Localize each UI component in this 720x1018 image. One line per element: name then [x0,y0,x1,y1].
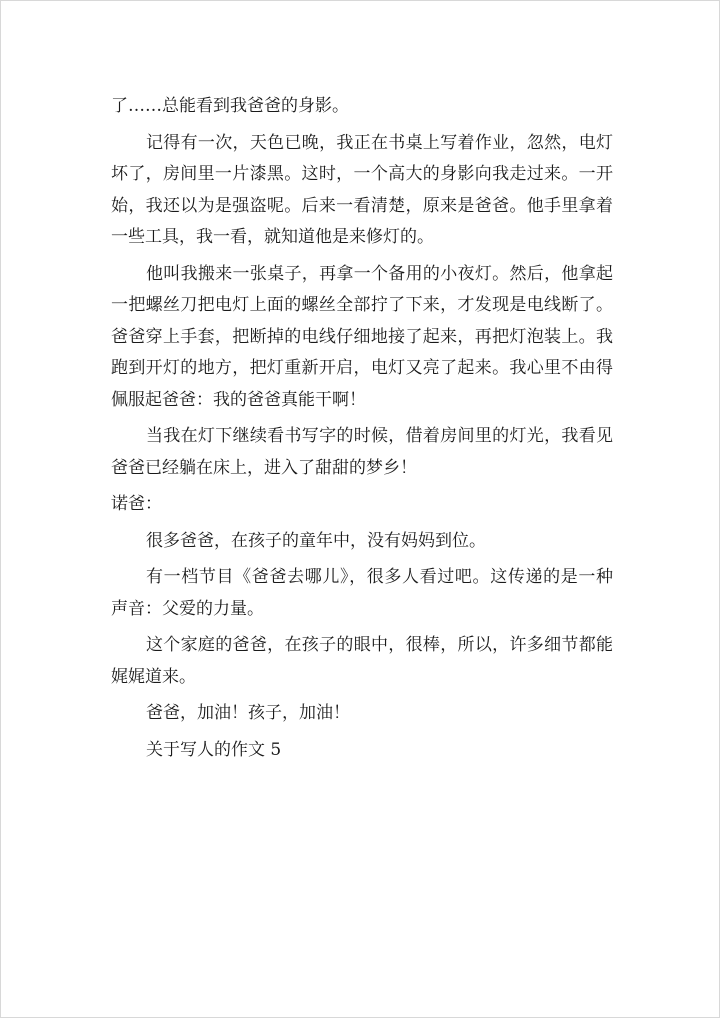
paragraph-comment-heading: 诺爸： [111,494,162,514]
section-heading: 关于写人的作文 5 [146,739,282,760]
paragraph-light-broken: 记得有一次，天色已晚，我正在书桌上写着作业，忽然，电灯坏了，房间里一片漆黑。这时，一个高大的身影向我走过来。一开始，我还以为是强盗呢。后来一看清楚，原来是爸爸。他手里拿着一些工具，我一看，就知道他是来修灯的。 [111,132,613,247]
paragraph-comment-3: 这个家庭的爸爸，在孩子的眼中，很棒，所以，许多细节都能娓娓道来。 [111,635,613,687]
paragraph-comment-4: 爸爸，加油！孩子，加油！ [146,703,350,723]
paragraph-dad-asleep: 当我在灯下继续看书写字的时候，借着房间里的灯光，我看见爸爸已经躺在床上，进入了甜甜的梦乡！ [111,426,613,478]
document-body [111,91,613,766]
paragraph-comment-1: 很多爸爸，在孩子的童年中，没有妈妈到位。 [146,530,486,551]
paragraph-comment-2: 有一档节目《爸爸去哪儿》，很多人看过吧。这传递的是一种声音：父爱的力量。 [111,567,613,619]
paragraph-continuation: 了……总能看到我爸爸的身影。 [111,96,349,116]
paragraph-repair: 他叫我搬来一张桌子，再拿一个备用的小夜灯。然后，他拿起一把螺丝刀把电灯上面的螺丝全部拧了下来，才发现是电线断了。爸爸穿上手套，把断掉的电线仔细地接了起来，再把灯泡装上。我跑到开灯的地方，把灯重新开启，电灯又亮了起来。我心里不由得佩服起爸爸：我的爸爸真能干啊！ [111,263,613,410]
